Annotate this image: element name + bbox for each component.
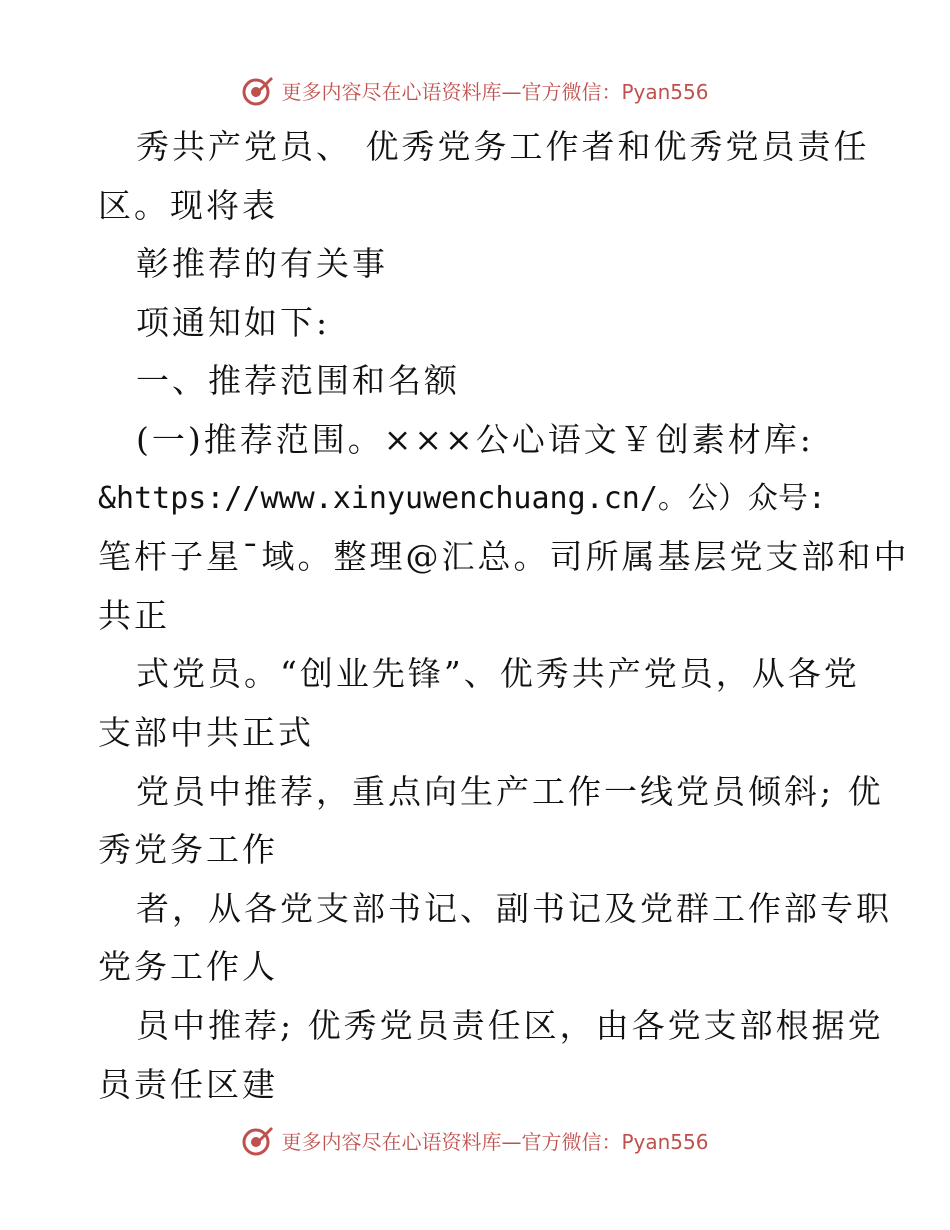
pen-logo-icon: [241, 1123, 275, 1157]
text-line: 者，从各党支部书记、副书记及党群工作部专职: [136, 888, 892, 928]
text-line: 区。现将表: [98, 185, 278, 225]
footer-banner-text: 更多内容尽在心语资料库—官方微信：Pyan556: [281, 1129, 709, 1154]
text-line: 党务工作人: [98, 947, 278, 987]
text-line: 员中推荐; 优秀党员责任区，由各党支部根据党: [136, 1005, 884, 1045]
text-line: 式党员。“创业先锋”、优秀共产党员，从各党: [136, 654, 860, 694]
text-line: (一)推荐范围。×××公心语文￥创素材库:: [136, 419, 814, 459]
text-line: 共正: [98, 595, 170, 635]
text-line: 彰推荐的有关事: [136, 244, 388, 284]
text-line: 支部中共正式: [98, 712, 314, 752]
pen-logo-icon: [241, 73, 275, 107]
text-line: 党员中推荐，重点向生产工作一线党员倾斜; 优: [136, 771, 884, 811]
document-body: [98, 118, 910, 1114]
header-banner: [0, 70, 950, 110]
text-line: 秀共产党员、 优秀党务工作者和优秀党员责任: [136, 127, 870, 166]
text-line: 项通知如下:: [136, 302, 331, 342]
url-line: &https://www.xinyuwenchuang.cn/。公）众号:: [98, 480, 826, 516]
text-line: 秀党务工作: [98, 830, 278, 870]
text-line: 笔杆子星¯域。整理@汇总。司所属基层党支部和中: [98, 537, 910, 577]
text-line: 员责任区建: [98, 1064, 278, 1104]
header-banner-text: 更多内容尽在心语资料库—官方微信：Pyan556: [281, 79, 709, 104]
footer-banner: [0, 1120, 950, 1160]
section-heading: 一、推荐范围和名额: [136, 361, 460, 401]
